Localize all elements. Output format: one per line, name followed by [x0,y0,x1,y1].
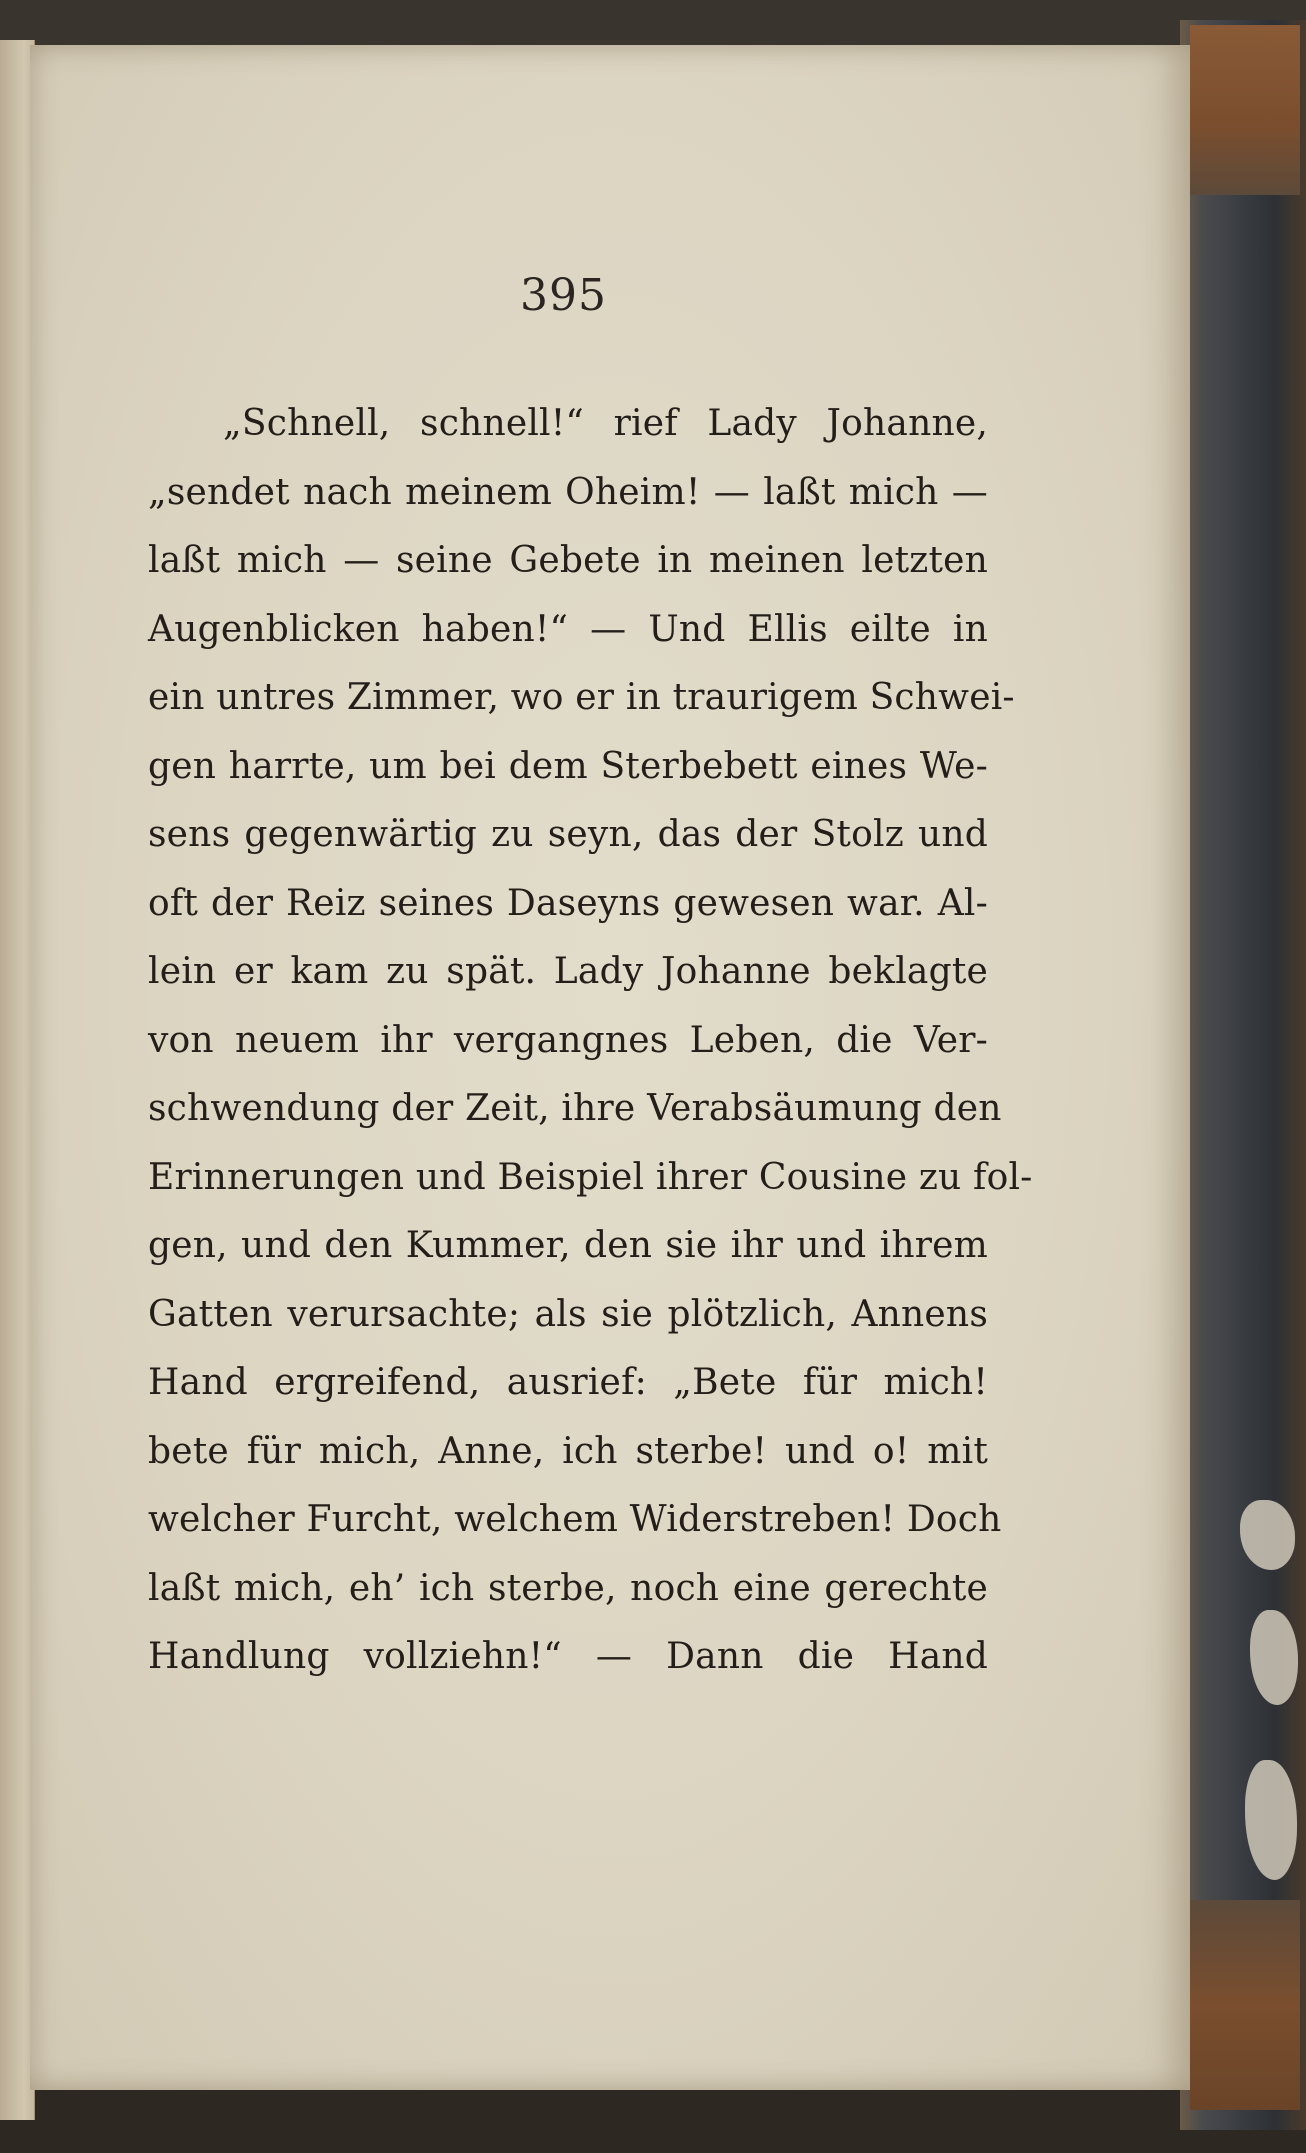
text-line: sens gegenwärtig zu seyn, das der Stolz und [148,814,988,855]
text-line: Handlung vollziehn!“ — Dann die Hand [148,1636,988,1677]
text-line: laßt mich — seine Gebete in meinen letzten [148,540,988,581]
text-line: gen, und den Kummer, den sie ihr und ihrem [148,1225,988,1266]
text-line: lein er kam zu spät. Lady Johanne beklagte [148,951,988,992]
text-line: bete für mich, Anne, ich sterbe! und o! mit [148,1430,988,1472]
text-line: „sendet nach meinem Oheim! — laßt mich — [148,471,988,513]
text-line: welcher Furcht, welchem Widerstreben! Doch [148,1499,1002,1540]
text-line: gen harrte, um bei dem Sterbebett eines We- [148,745,988,787]
book-page [30,45,1190,2090]
text-line: von neuem ihr vergangnes Leben, die Ver- [148,1019,988,1061]
text-line: schwendung der Zeit, ihre Verabsäumung den [148,1088,1002,1129]
binding-leather-top [1190,25,1300,195]
page-body-text [148,390,1033,1692]
text-line: oft der Reiz seines Daseyns gewesen war. Al- [148,882,988,924]
text-line: Hand ergreifend, ausrief: „Bete für mich! [148,1362,988,1403]
page-number: 395 [520,270,607,321]
text-line: Augenblicken haben!“ — Und Ellis eilte in [148,608,988,650]
binding-leather-bottom [1190,1900,1300,2110]
text-line: Gatten verursachte; als sie plötzlich, Annens [148,1293,988,1335]
text-line: ein untres Zimmer, wo er in traurigem Schwei- [148,677,1015,718]
text-line: Erinnerungen und Beispiel ihrer Cousine zu fol- [148,1156,1033,1198]
text-line: „Schnell, schnell!“ rief Lady Johanne, [223,403,988,444]
text-line: laßt mich, eh’ ich sterbe, noch eine gerechte [148,1567,988,1609]
